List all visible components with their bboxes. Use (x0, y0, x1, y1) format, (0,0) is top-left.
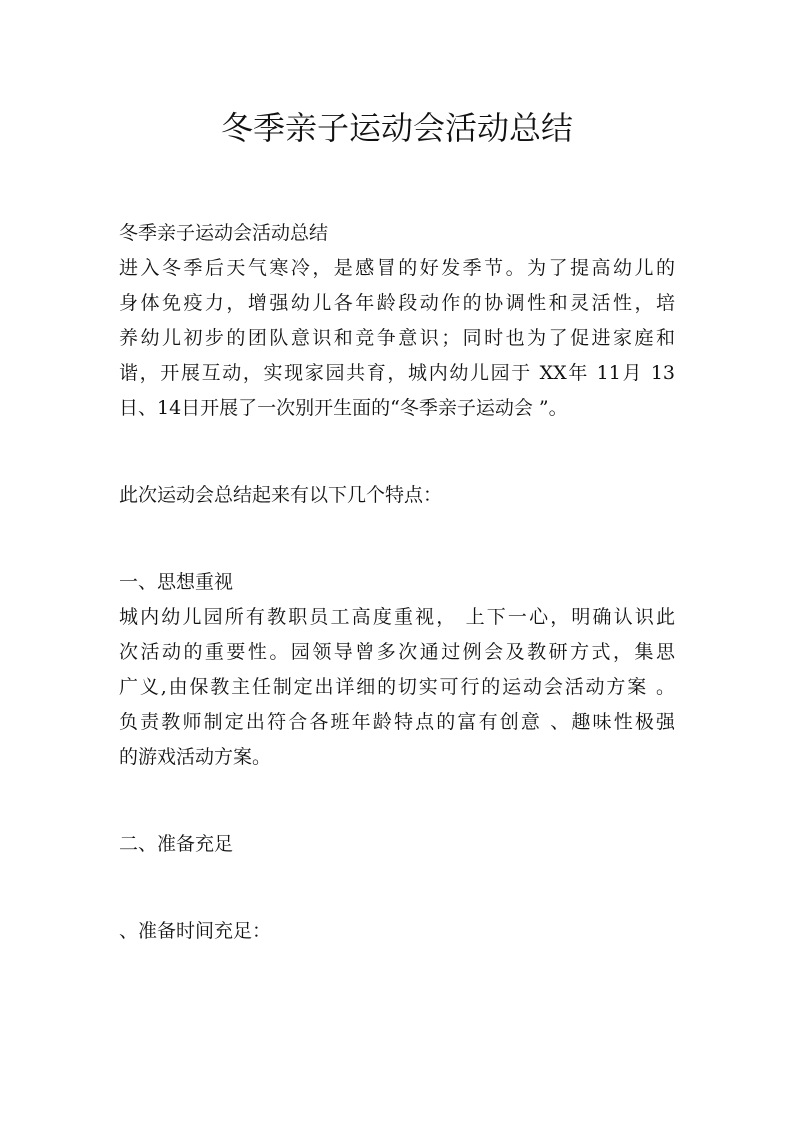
paragraph-gap (119, 775, 675, 827)
section-heading: 一、思想重视 (119, 571, 234, 593)
intro-line: 谐，开展互动，实现家园共育，城内幼儿园于 XX年 11月 13 (119, 362, 675, 384)
paragraph-gap (119, 862, 675, 914)
intro-line: 日、14日开展了一次别开生面的“冬季亲子运动会 ”。 (119, 397, 568, 419)
intro-line: 进入冬季后天气寒冷，是感冒的好发季节。为了提高幼儿的 (119, 257, 675, 279)
subtitle-line: 冬季亲子运动会活动总结 (119, 222, 329, 244)
section-line: 次活动的重要性。园领导曾多次通过例会及教研方式，集思 (119, 641, 675, 663)
paragraph-gap (119, 426, 675, 478)
subsection-heading: 、准备时间充足： (119, 920, 272, 942)
intro-line: 身体免疫力，增强幼儿各年龄段动作的协调性和灵活性，培 (119, 292, 675, 314)
document-body (119, 216, 675, 949)
section-line: 的游戏活动方案。 (119, 746, 272, 768)
section-line: 城内幼儿园所有教职员工高度重视， 上下一心，明确认识此 (119, 606, 675, 628)
features-intro: 此次运动会总结起来有以下几个特点： (119, 484, 443, 506)
section-heading: 二、准备充足 (119, 833, 234, 855)
document-title: 冬季亲子运动会活动总结 (220, 109, 573, 147)
intro-line: 养幼儿初步的团队意识和竞争意识；同时也为了促进家庭和 (119, 327, 675, 349)
section-line: 广义,由保教主任制定出详细的切实可行的运动会活动方案 。 (119, 676, 675, 698)
paragraph-gap (119, 513, 675, 565)
section-line: 负责教师制定出符合各班年龄特点的富有创意 、趣味性极强 (119, 711, 675, 733)
